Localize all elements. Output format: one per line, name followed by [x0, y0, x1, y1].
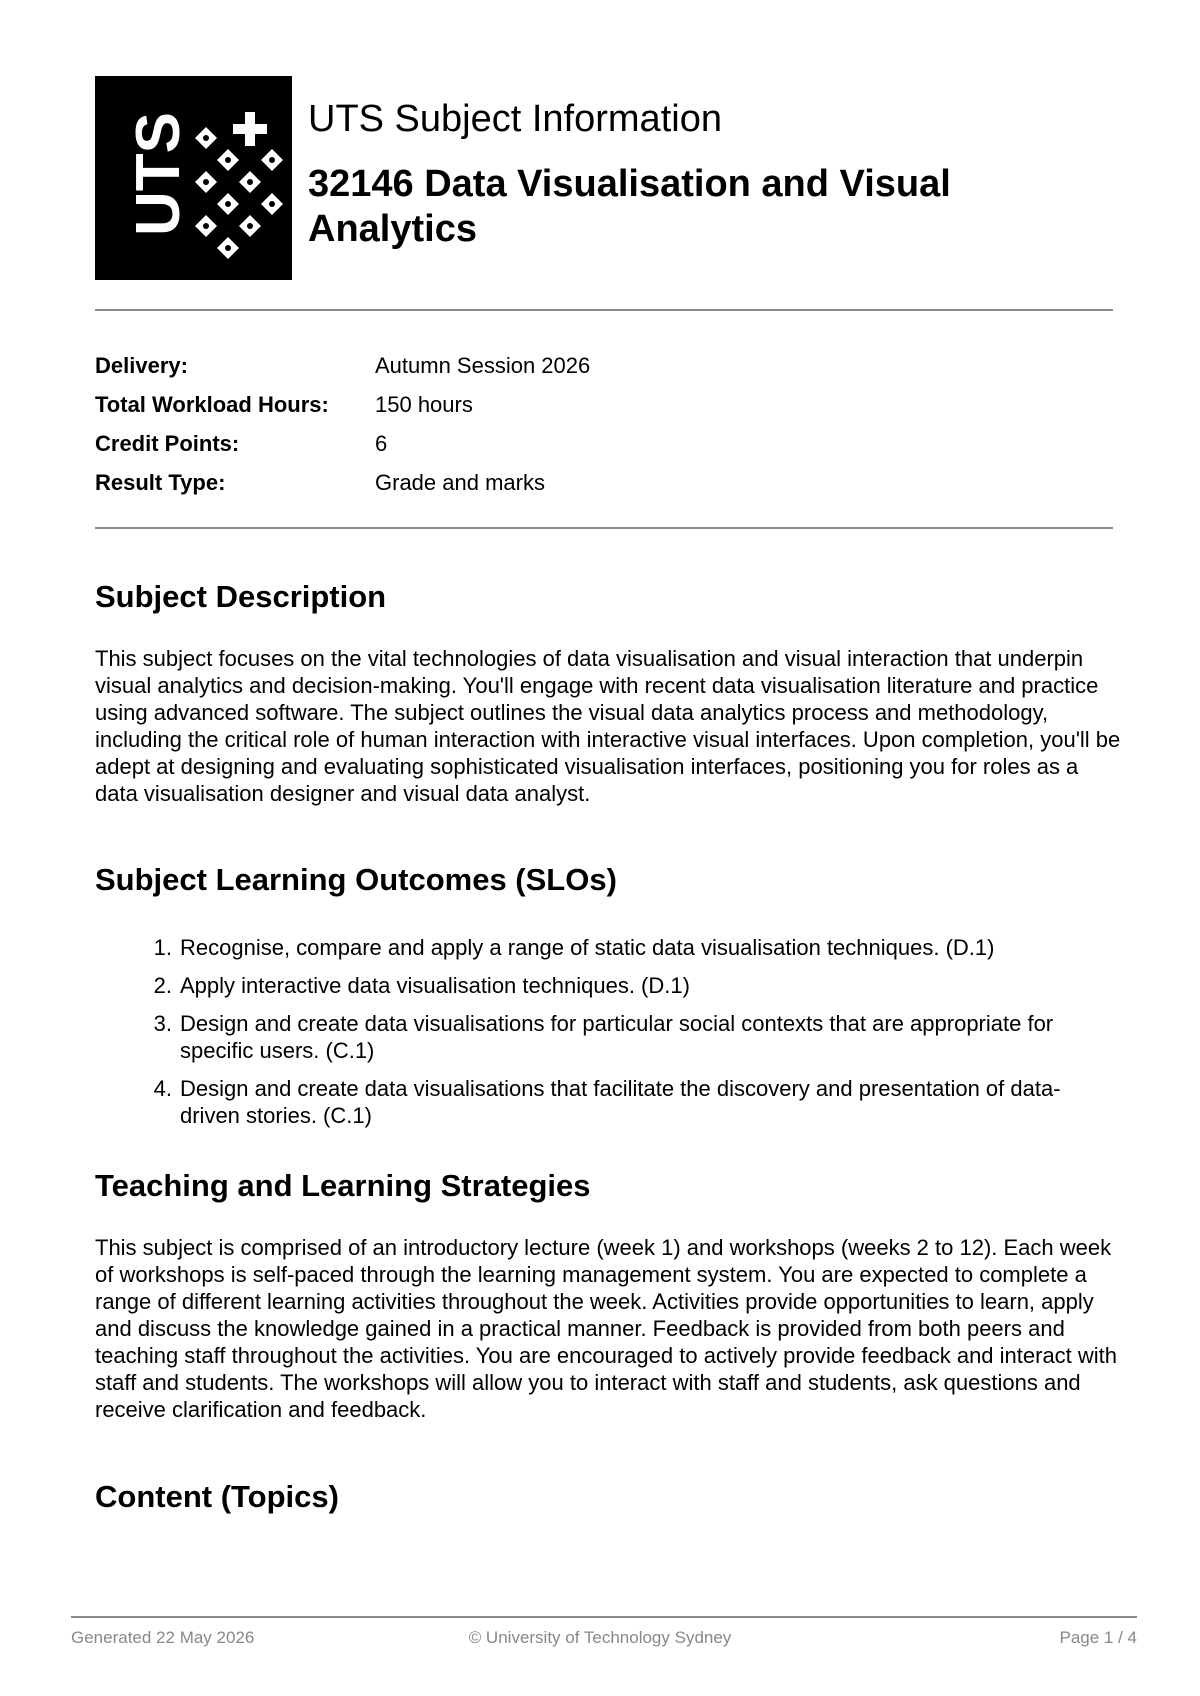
detail-row-result-type: [95, 463, 995, 502]
footer-page-number: Page 1 / 4: [1059, 1628, 1137, 1647]
section-heading-content: Content (Topics): [95, 1479, 339, 1514]
uts-logo-icon: [95, 76, 292, 280]
list-number: 3.: [153, 1011, 172, 1036]
list-number: 4.: [153, 1076, 172, 1101]
subject-title: 32146 Data Visualisation and Visual Analytics: [308, 163, 951, 250]
footer-generated: Generated 22 May 2026: [71, 1628, 255, 1647]
detail-value: Grade and marks: [375, 469, 545, 495]
list-item: [95, 1075, 1125, 1129]
detail-row-delivery: [95, 346, 995, 385]
footer-copyright: © University of Technology Sydney: [468, 1628, 732, 1647]
detail-label: Credit Points:: [95, 430, 240, 456]
list-item: [95, 934, 1125, 961]
list-number: 2.: [153, 973, 172, 998]
logo-lettering: UTS: [124, 112, 193, 236]
section-heading-teaching: Teaching and Learning Strategies: [95, 1168, 591, 1203]
list-item: [95, 972, 1125, 999]
list-text: Recognise, compare and apply a range of static data visualisation techniques. (D.1): [180, 935, 995, 960]
list-text: Design and create data visualisations that facilitate the discovery and presentation of data-driven stories. (C.1): [180, 1076, 1061, 1128]
section-heading-slos: Subject Learning Outcomes (SLOs): [95, 862, 617, 897]
list-text: Design and create data visualisations for particular social contexts that are appropriate for specific users. (C.1): [180, 1011, 1054, 1063]
divider: [95, 309, 1113, 311]
detail-value: 150 hours: [375, 391, 473, 417]
detail-label: Total Workload Hours:: [95, 391, 329, 417]
detail-label: Result Type:: [95, 469, 226, 495]
slo-list: [95, 934, 1125, 1140]
uts-logo: [95, 76, 292, 280]
detail-value: 6: [375, 430, 388, 456]
document-heading: UTS Subject Information: [308, 98, 722, 140]
detail-value: Autumn Session 2026: [375, 352, 591, 378]
list-text: Apply interactive data visualisation techniques. (D.1): [180, 973, 690, 998]
teaching-text: This subject is comprised of an introductory lecture (week 1) and workshops (weeks 2 to 12). Each week of workshops is self-paced through the learning management system. You are expected to complete a range of different learning activities throughout the week. Activities provide opportunities to learn, apply and discuss the knowledge gained in a practical manner. Feedback is provided from both peers and teaching staff throughout the activities. You are encouraged to actively provide feedback and interact with staff and students. The workshops will allow you to interact with staff and students, ask questions and receive clarification and feedback.: [95, 1235, 1118, 1422]
footer-divider: [71, 1616, 1137, 1618]
description-text: This subject focuses on the vital technologies of data visualisation and visual interaction that underpin visual analytics and decision-making. You'll engage with recent data visualisation literature and practice using advanced software. The subject outlines the visual data analytics process and methodology, including the critical role of human interaction with interactive visual interfaces. Upon completion, you'll be adept at designing and evaluating sophisticated visualisation interfaces, positioning you for roles as a data visualisation designer and visual data analyst.: [95, 646, 1121, 806]
section-heading-description: Subject Description: [95, 579, 387, 614]
list-number: 1.: [153, 935, 172, 960]
divider: [95, 527, 1113, 529]
detail-label: Delivery:: [95, 352, 188, 378]
detail-row-workload: [95, 385, 995, 424]
detail-row-credit-points: [95, 424, 995, 463]
subject-details: [95, 346, 995, 502]
list-item: [95, 1010, 1125, 1064]
